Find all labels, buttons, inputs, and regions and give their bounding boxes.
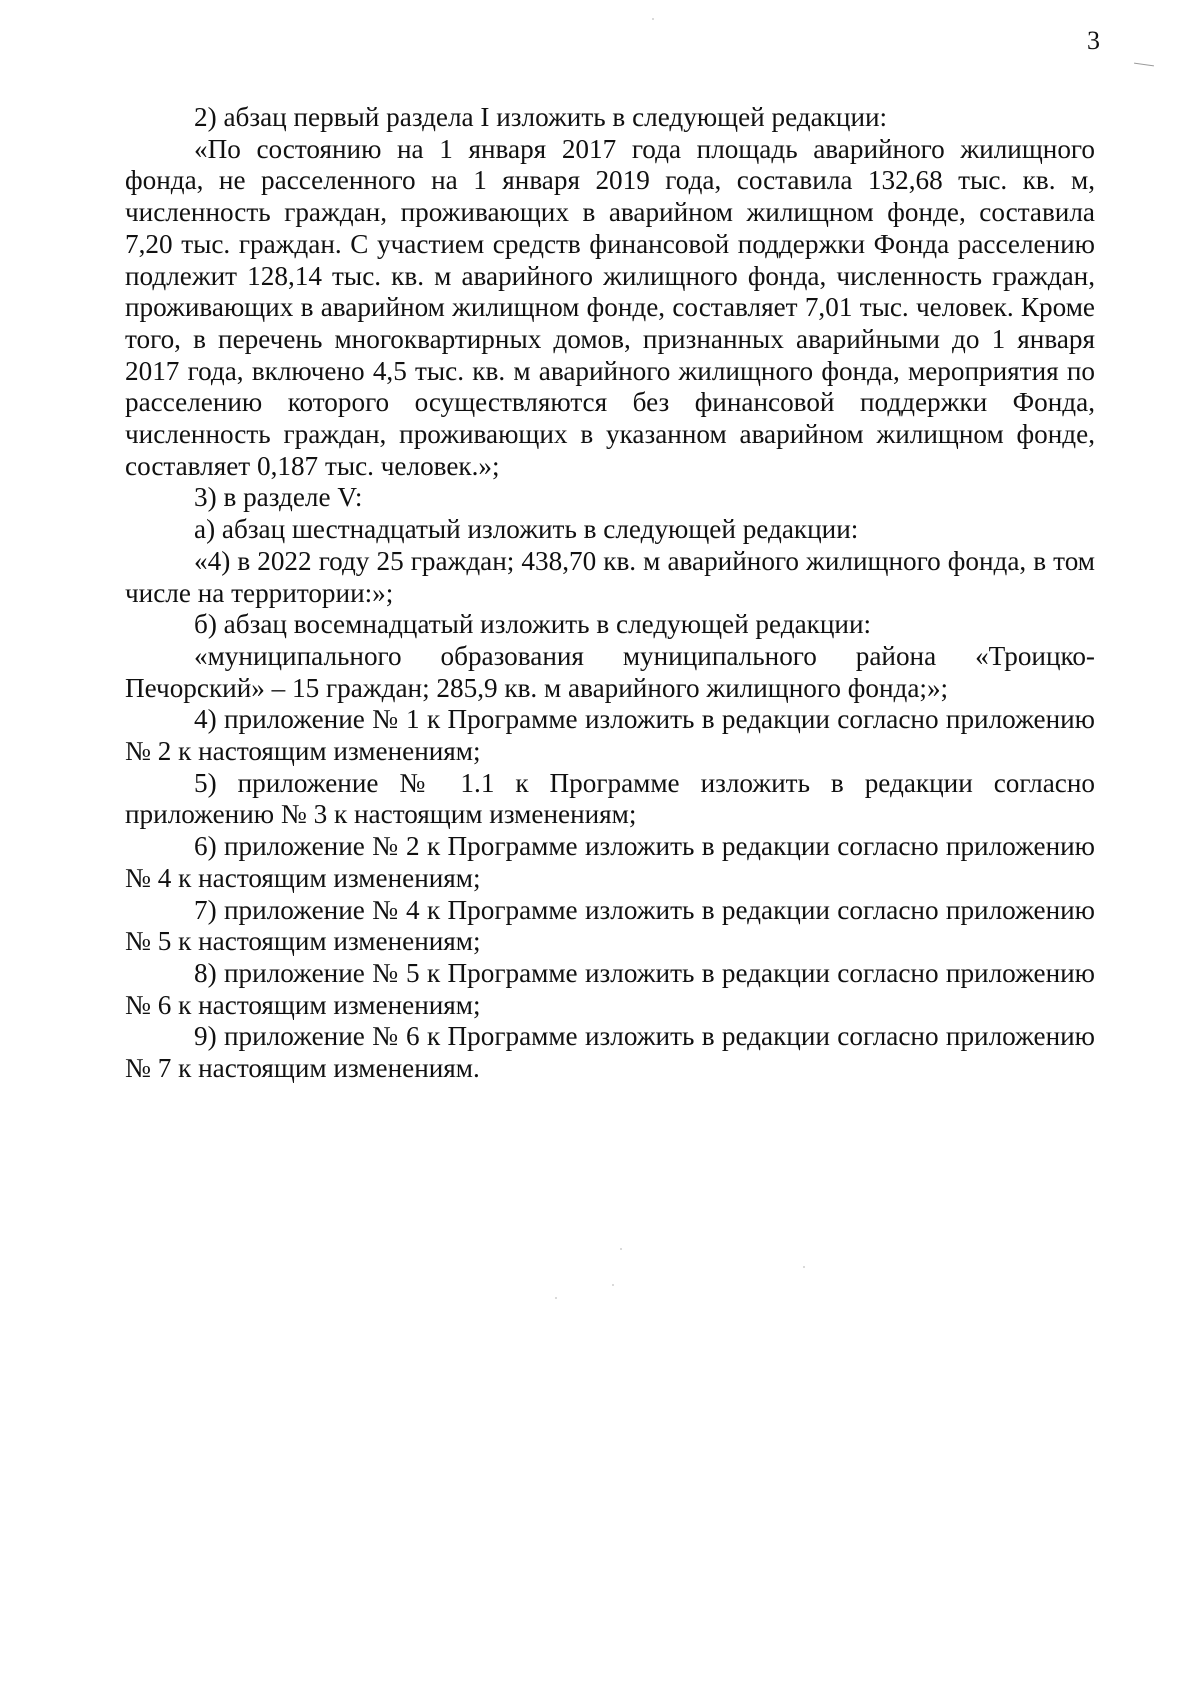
paragraph: а) абзац шестнадцатый изложить в следующей редакции: <box>194 514 859 545</box>
scan-speck <box>612 1284 614 1286</box>
paragraph: «По состоянию на 1 января 2017 года площадь аварийного жилищного фонда, не расселенного на 1 января 2019 года, составила 132,68 тыс. кв. м, численность граждан, проживающих в аварийном жилищном фонде, составила 7,20 тыс. граждан. С участием средств финансовой поддержки Фонда расселению подлежит 128,14 тыс. кв. м аварийного жилищного фонда, численность граждан, проживающих в аварийном жилищном фонде, составляет 7,01 тыс. человек. Кроме того, в перечень многоквартирных домов, признанных аварийными до 1 января 2017 года, включено 4,5 тыс. кв. м аварийного жилищного фонда, мероприятия по расселению которого осуществляются без финансовой поддержки Фонда, численность граждан, проживающих в указанном аварийном жилищном фонде, составляет 0,187 тыс. человек.»; <box>125 133 1095 481</box>
paragraph: б) абзац восемнадцатый изложить в следующей редакции: <box>194 609 872 640</box>
paragraph: 7) приложение № 4 к Программе изложить в редакции согласно приложению № 5 к настоящим изменениям; <box>125 894 1095 957</box>
scan-speck <box>620 1248 622 1250</box>
document-body <box>125 102 1095 1085</box>
paragraph: «4) в 2022 году 25 граждан; 438,70 кв. м аварийного жилищного фонда, в том числе на территории:»; <box>125 545 1095 608</box>
scan-speck <box>652 18 654 20</box>
paragraph: 2) абзац первый раздела I изложить в следующей редакции: <box>194 102 888 132</box>
scan-speck <box>555 1297 557 1299</box>
paragraph: 8) приложение № 5 к Программе изложить в редакции согласно приложению № 6 к настоящим изменениям; <box>125 957 1095 1020</box>
paragraph: 6) приложение № 2 к Программе изложить в редакции согласно приложению № 4 к настоящим изменениям; <box>125 831 1095 893</box>
scan-mark <box>1134 63 1154 67</box>
paragraph: 5) приложение № 1.1 к Программе изложить в редакции согласно приложению № 3 к настоящим изменениям; <box>125 767 1095 830</box>
paragraph: 9) приложение № 6 к Программе изложить в редакции согласно приложению № 7 к настоящим изменениям. <box>125 1021 1095 1084</box>
paragraph: 3) в разделе V: <box>194 482 363 513</box>
page-number: 3 <box>1087 26 1100 55</box>
scan-speck <box>803 1266 805 1268</box>
paragraph: 4) приложение № 1 к Программе изложить в редакции согласно приложению № 2 к настоящим изменениям; <box>125 704 1095 767</box>
paragraph: «муниципального образования муниципального района «Троицко-Печорский» – 15 граждан; 285,9 кв. м аварийного жилищного фонда;»; <box>125 640 1095 703</box>
